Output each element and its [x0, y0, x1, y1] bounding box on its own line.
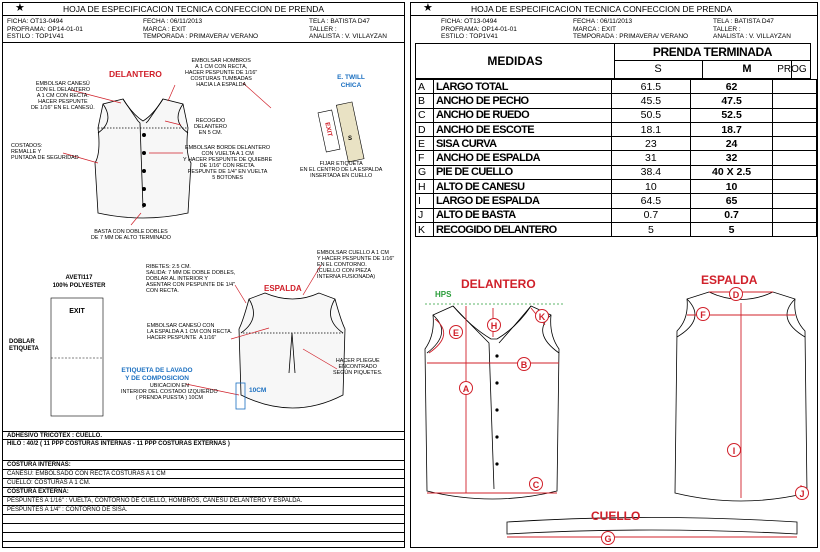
ficha: FICHA: OT13-0494 — [7, 18, 63, 25]
row-description: LARGO DE ESPALDA — [434, 194, 612, 208]
cuello-title: CUELLO — [591, 509, 641, 523]
callout-g: G — [601, 531, 615, 545]
twill-brand: EXIT — [323, 121, 334, 138]
note-recogido: RECOGIDO DELANTERO EN 5 CM. — [194, 118, 227, 136]
twill-title: E. TWILL CHICA — [337, 74, 365, 89]
note-basta: BASTA CON DOBLE DOBLES DE 7 MM DE ALTO TERMINADO — [91, 229, 171, 241]
ten-cm-label: 10CM — [249, 387, 267, 394]
care-tag-drawing — [51, 298, 103, 416]
sheet-title-right: HOJA DE ESPECIFICACION TECNICA CONFECCION DE PRENDA — [471, 4, 733, 14]
callout-i: I — [727, 443, 741, 457]
marca: MARCA : EXIT — [143, 25, 186, 33]
row-size-m: 5 — [690, 222, 773, 236]
espalda-title: ESPALDA — [264, 284, 302, 293]
row-key: B — [416, 94, 434, 108]
row-size-m: 62 — [690, 80, 773, 94]
delantero-title: DELANTERO — [109, 69, 162, 79]
row-key: J — [416, 208, 434, 222]
row-size-m: 47.5 — [690, 94, 773, 108]
doblar-etiqueta: DOBLAR ETIQUETA — [9, 339, 39, 352]
row-description: PIE DE CUELLO — [434, 165, 612, 179]
sheet-title: HOJA DE ESPECIFICACION TECNICA CONFECCION DE PRENDA — [63, 4, 325, 14]
costura-externa-2: PESPUNTES A 1/4" : CONTORNO DE SISA. — [3, 505, 404, 514]
note-embolsar-canesu: EMBOLSAR CANESÚ CON EL DELANTERO A 1 CM CON RECTA. HACER PESPUNTE DE 1/16" EN EL CANESÚ. — [31, 81, 95, 111]
row-size-s: 5 — [612, 222, 691, 236]
row-size-s: 18.1 — [612, 122, 691, 136]
row-description: ANCHO DE ESCOTE — [434, 122, 612, 136]
star-icon: ★ — [423, 2, 433, 14]
note-fijar: FIJAR ETIQUETA EN EL CENTRO DE LA ESPALDA INSERTADA EN CUELLO — [300, 161, 383, 179]
row-key: I — [416, 194, 434, 208]
callout-d: D — [729, 287, 743, 301]
tag-material: 100% POLYESTER — [52, 283, 106, 289]
row-size-s: 10 — [612, 180, 691, 194]
row-size-s: 50.5 — [612, 108, 691, 122]
note-cuello: EMBOLSAR CUELLO A 1 CM Y HACER PESPUNTE DE 1/16" EN EL CONTORNO. (CUELLO CON PIEZA INTERNA FUSIONADA) — [317, 250, 395, 280]
meta-col-1-right: FICHA: OT13-0494 PROFRAMA: OP14-01-01 ESTILO : TOP1V41 — [441, 18, 517, 41]
front-blouse-drawing — [95, 99, 191, 218]
espalda-title-right: ESPALDA — [701, 273, 758, 287]
prog-header: PROG — [777, 64, 807, 75]
callout-b: B — [517, 357, 531, 371]
callout-j: J — [795, 486, 809, 500]
row-size-s: 61.5 — [612, 80, 691, 94]
row-key: H — [416, 180, 434, 194]
row-size-s: 45.5 — [612, 94, 691, 108]
note-ribetes: RIBETES: 2.5 CM. SALIDA: 7 MM DE DOBLE DOBLES, DOBLAR AL INTERIOR Y ASENTAR CON PESPUNTE DE 1/4" CON RECTA. — [146, 264, 236, 294]
note-embolsar-hombros: EMBOLSAR HOMBROS A 1 CM CON RECTA, HACER PESPUNTE DE 1/16" COSTURAS TUMBADAS HACIA LA ESPALDA — [185, 58, 258, 88]
row-size-s: 23 — [612, 137, 691, 151]
costura-externa-title: COSTURA EXTERNA: — [3, 487, 404, 496]
callout-e: E — [449, 325, 463, 339]
tag-code: AVETI117 — [65, 275, 93, 281]
row-size-s: 64.5 — [612, 194, 691, 208]
row-description: RECOGIDO DELANTERO — [434, 222, 612, 236]
adhesivo-row: ADHESIVO TRICOTEX : CUELLO. — [3, 431, 404, 440]
costura-interna-title: COSTURA INTERNAS: — [3, 460, 404, 469]
size-m-header: M — [703, 61, 792, 78]
row-key: C — [416, 108, 434, 122]
tela: TELA : BATISTA D47 — [309, 18, 370, 25]
costura-externa-1: PESPUNTES A 1/16" : VUELTA, CONTORNO DE CUELLO, HOMBROS, CANESÚ DELANTERO Y ESPALDA. — [3, 496, 404, 505]
note-costados: COSTADOS: REMALLE Y PUNTADA DE SEGURIDAD — [11, 143, 79, 161]
note-ubicacion: UBICACION EN INTERIOR DEL COSTADO IZQUIERDO ( PRENDA PUESTA ) 10CM — [121, 383, 218, 401]
row-key: A — [416, 80, 434, 94]
medidas-header: MEDIDAS — [416, 44, 615, 78]
row-size-m: 0.7 — [690, 208, 773, 222]
star-icon: ★ — [15, 2, 25, 14]
spec-sheet-right — [410, 2, 818, 548]
callout-f: F — [696, 307, 710, 321]
back-measure-lines — [687, 292, 801, 499]
analista: ANALISTA : V. VILLAYZAN — [309, 33, 387, 41]
proforma: PROFRAMA: OP14-01-01 — [7, 25, 83, 33]
meta-col-2-right: FECHA : 06/11/2013 MARCA : EXIT TEMPORADA : PRIMAVERA/ VERANO — [573, 18, 689, 41]
twill-size: S — [348, 136, 353, 142]
row-description: ANCHO DE ESPALDA — [434, 151, 612, 165]
taller: TALLER : — [309, 25, 337, 33]
estilo: ESTILO : TOP1V41 — [7, 33, 64, 41]
row-key: G — [416, 165, 434, 179]
etiqueta-lavado-title: ETIQUETA DE LAVADO Y DE COMPOSICION — [121, 367, 193, 382]
fecha: FECHA : 06/11/2013 — [143, 18, 203, 25]
prenda-terminada-header: PRENDA TERMINADA — [614, 44, 811, 61]
tag-brand: EXIT — [69, 308, 85, 315]
row-key: K — [416, 222, 434, 236]
costura-interna-2: CUELLO: COSTURAS A 1 CM. — [3, 478, 404, 487]
callout-h: H — [487, 318, 501, 332]
row-description: ALTO DE BASTA — [434, 208, 612, 222]
row-key: F — [416, 151, 434, 165]
callout-k: K — [535, 309, 549, 323]
row-size-m: 24 — [690, 137, 773, 151]
hilo-row: HILO : 40/2 ( 11 PPP COSTURAS INTERNAS - 11 PPP COSTURAS EXTERNAS ) — [3, 439, 404, 448]
row-description: ANCHO DE RUEDO — [434, 108, 612, 122]
temporada: TEMPORADA : PRIMAVERA/ VERANO — [143, 33, 259, 41]
row-size-m: 18.7 — [690, 122, 773, 136]
right-technical-drawings — [411, 3, 819, 549]
row-size-m: 10 — [690, 180, 773, 194]
note-borde: EMBOLSAR BORDE DELANTERO CON VUELTA A 1 CM Y HACER PESPUNTE DE QUIEBRE DE 1/16" CON RECTA. PESPUNTE DE 1/4" EN VUELTA 5 BOTONES — [183, 145, 273, 181]
row-description: LARGO TOTAL — [434, 80, 612, 94]
size-s-header: S — [614, 61, 703, 78]
row-size-m: 52.5 — [690, 108, 773, 122]
row-size-s: 31 — [612, 151, 691, 165]
row-key: E — [416, 137, 434, 151]
row-description: ANCHO DE PECHO — [434, 94, 612, 108]
note-pliegue: HACER PLIEGUE ENCONTRADO SEGÚN PIQUETES. — [333, 358, 383, 376]
note-canesu-espalda: EMBOLSAR CANESÚ CON LA ESPALDA A 1 CM CON RECTA. HACER PESPUNTE A 1/16" — [147, 323, 233, 341]
callout-c: C — [529, 477, 543, 491]
spec-sheet-left — [2, 2, 405, 548]
hps-label: HPS — [435, 290, 452, 299]
row-size-m: 40 X 2.5 — [690, 165, 773, 179]
row-key: D — [416, 122, 434, 136]
row-description: ALTO DE CANESU — [434, 180, 612, 194]
collar-flat — [507, 518, 797, 538]
front-flat — [425, 306, 559, 499]
row-size-s: 0.7 — [612, 208, 691, 222]
row-size-s: 38.4 — [612, 165, 691, 179]
meta-col-3-right: TELA : BATISTA D47 TALLER : ANALISTA : V. VILLAYZAN — [713, 18, 791, 41]
callout-a: A — [459, 381, 473, 395]
row-size-m: 65 — [690, 194, 773, 208]
row-description: SISA CURVA — [434, 137, 612, 151]
delantero-title-right: DELANTERO — [461, 277, 536, 291]
costura-interna-1: CANESÚ: EMBOLSADO CON RECTA COSTURAS A 1 CM — [3, 469, 404, 478]
row-size-m: 32 — [690, 151, 773, 165]
